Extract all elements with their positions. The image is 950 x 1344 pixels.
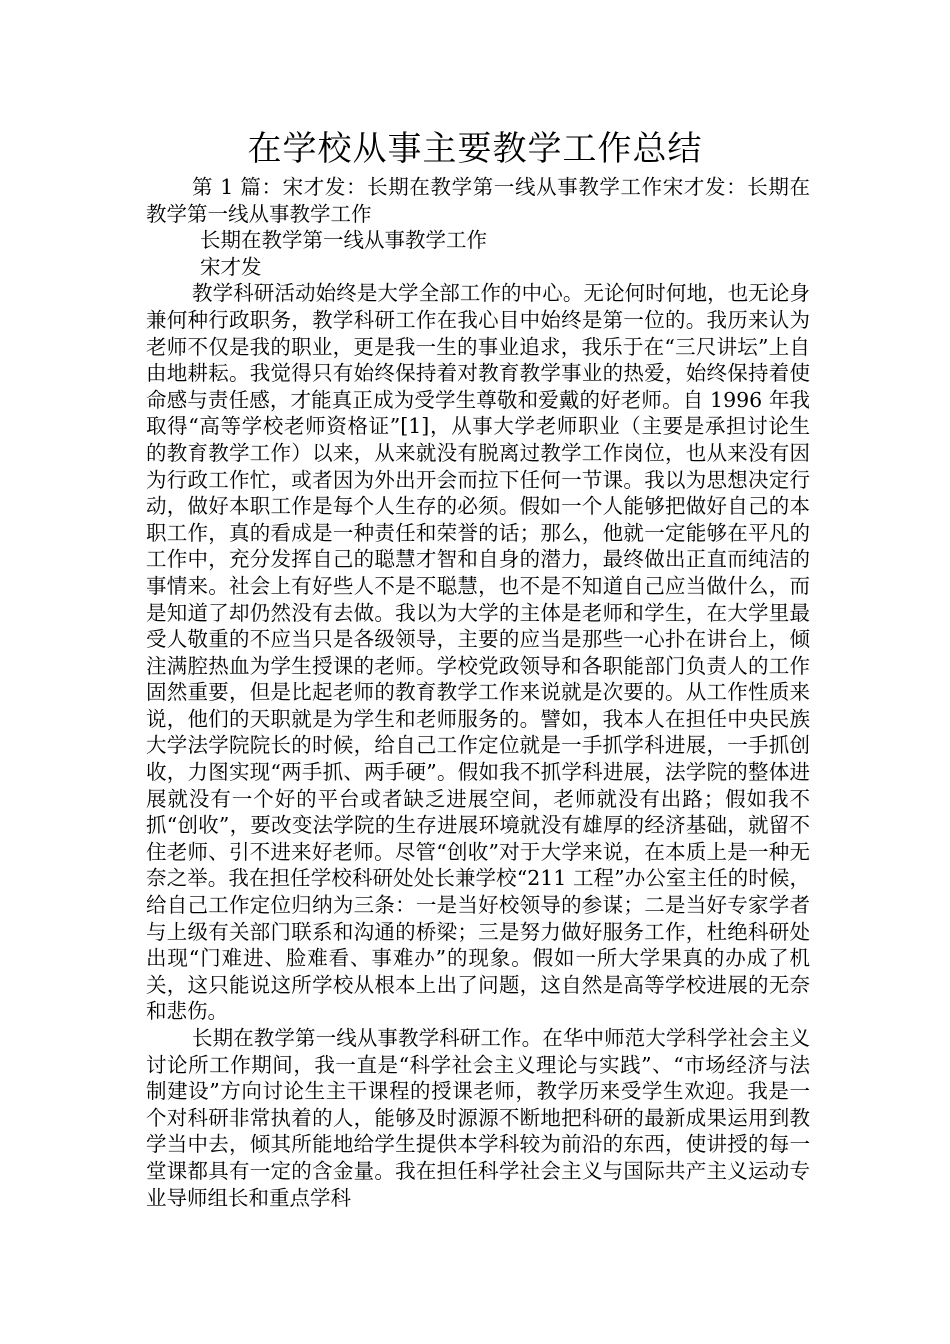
body-paragraph: 长期在教学第一线从事教学科研工作。在华中师范大学科学社会主义讨论所工作期间，我一直是“科学社会主义理论与实践”、“市场经济与法制建设”方向讨论生主干课程的授课老师，教学历来受学生欢迎。我是一个对科研非常执着的人，能够及时源源不断地把科研的最新成果运用到教学当中去，倾其所能地给学生提供本学科较为前沿的东西，使讲授的每一堂课都具有一定的含金量。我在担任科学社会主义与国际共产主义运动专业导师组长和重点学科 xyxy=(146,1026,810,1210)
author-name: 宋才发 xyxy=(200,254,262,279)
document-body xyxy=(146,174,810,1211)
article-subtitle: 长期在教学第一线从事教学工作 xyxy=(200,228,487,253)
chapter-heading: 第 1 篇：宋才发：长期在教学第一线从事教学工作宋才发：长期在教学第一线从事教学工作 xyxy=(146,175,810,226)
document-title: 在学校从事主要教学工作总结 xyxy=(247,129,703,169)
body-paragraph: 教学科研活动始终是大学全部工作的中心。无论何时何地，也无论身兼何种行政职务，教学科研工作在我心目中始终是第一位的。我历来认为老师不仅是我的职业，更是我一生的事业追求，我乐于在“三尺讲坛”上自由地耕耘。我觉得只有始终保持着对教育教学事业的热爱，始终保持着使命感与责任感，才能真正成为受学生尊敬和爱戴的好老师。自 1996 年我取得“高等学校老师资格证”[1]，从事大学老师职业（主要是承担讨论生的教育教学工作）以来，从来就没有脱离过教学工作岗位，也从来没有因为行政工作忙，或者因为外出开会而拉下任何一节课。我以为思想决定行动，做好本职工作是每个人生存的必须。假如一个人能够把做好自己的本职工作，真的看成是一种责任和荣誉的话；那么，他就一定能够在平凡的工作中，充分发挥自己的聪慧才智和自身的潜力，最终做出正直而纯洁的事情来。社会上有好些人不是不聪慧，也不是不知道自己应当做什么，而是知道了却仍然没有去做。我以为大学的主体是老师和学生，在大学里最受人敬重的不应当只是各级领导，主要的应当是那些一心扑在讲台上，倾注满腔热血为学生授课的老师。学校党政领导和各职能部门负责人的工作固然重要，但是比起老师的教育教学工作来说就是次要的。从工作性质来说，他们的天职就是为学生和老师服务的。譬如，我本人在担任中央民族大学法学院院长的时候，给自己工作定位就是一手抓学科进展，一手抓创收，力图实现“两手抓、两手硬”。假如我不抓学科进展，法学院的整体进展就没有一个好的平台或者缺乏进展空间，老师就没有出路；假如我不抓“创收”，要改变法学院的生存进展环境就没有雄厚的经济基础，就留不住老师、引不进来好老师。尽管“创收”对于大学来说，在本质上是一种无奈之举。我在担任学校科研处处长兼学校“211 工程”办公室主任的时候，给自己工作定位归纳为三条：一是当好校领导的参谋；二是当好专家学者与上级有关部门联系和沟通的桥梁；三是努力做好服务工作，杜绝科研处出现“门难进、脸难看、事难办”的现象。假如一所大学果真的办成了机关，这只能说这所学校从根本上出了问题，这自然是高等学校进展的无奈和悲伤。 xyxy=(146,281,810,1024)
